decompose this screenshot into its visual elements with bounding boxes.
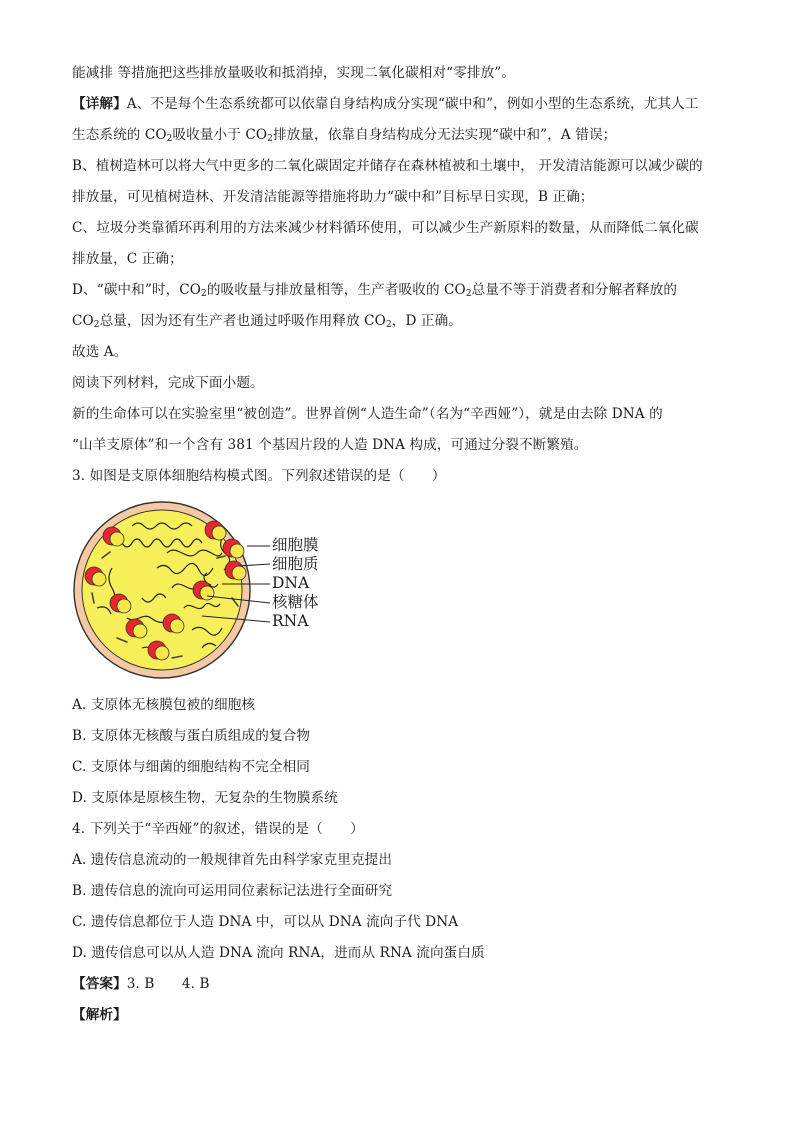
text-line: 排放量，C 正确；	[72, 251, 183, 267]
document-page	[72, 58, 724, 1031]
text-line: B、植树造林可以将大气中更多的二氧化碳固定并储存在森林植被和土壤中， 开发清洁能源可以减少碳的	[72, 158, 703, 174]
q3-option-a: A. 支原体无核膜包被的细胞核	[72, 697, 256, 713]
analysis-line	[72, 1000, 724, 1031]
q3-option-c: C. 支原体与细菌的细胞结构不完全相同	[72, 759, 310, 775]
text-line: “山羊支原体”和一个含有 381 个基因片段的人造 DNA 构成，可通过分裂不断繁殖。	[72, 437, 588, 453]
text-line: $CO_2$总量，因为还有生产者也通过呼吸作用释放 $CO_2$，D 正确。	[72, 313, 462, 330]
ribosome	[223, 539, 244, 558]
analysis-tag: 【解析】	[72, 1007, 127, 1023]
label-rna: RNA	[272, 612, 309, 630]
question-3-stem: 3. 如图是支原体细胞结构模式图。下列叙述错误的是（ ）	[72, 468, 446, 484]
q4-option-c: C. 遗传信息都位于人造 DNA 中，可以从 DNA 流向子代 DNA	[72, 914, 459, 930]
mycoplasma-diagram	[72, 498, 724, 684]
label-dna: DNA	[272, 574, 310, 592]
q4-option-b: B. 遗传信息的流向可运用同位素标记法进行全面研究	[72, 883, 393, 899]
detail-tag: 【详解】	[72, 96, 127, 112]
text-line: 生态系统的 $CO_2$吸收量小于 $CO_2$排放量，依靠自身结构成分无法实现“碳中和”，A 错误；	[72, 127, 617, 144]
answer-tag: 【答案】	[72, 976, 127, 992]
ribosome	[205, 521, 226, 540]
text-line: D、“碳中和”时，$CO_2$的吸收量与排放量相等，生产者吸收的 $CO_2$总量不等于消费者和分解者释放的	[72, 282, 678, 299]
q4-option-d: D. 遗传信息可以从人造 DNA 流向 RNA，进而从 RNA 流向蛋白质	[72, 945, 485, 961]
text-line: 故选 A。	[72, 344, 128, 360]
text-line: 阅读下列材料，完成下面小题。	[72, 375, 264, 391]
label-ribosome: 核糖体	[272, 593, 319, 611]
text-line: C、垃圾分类靠循环再利用的方法来减少材料循环使用，可以减少生产新原料的数量，从而降低二氧化碳	[72, 220, 699, 236]
label-cytoplasm: 细胞质	[272, 555, 319, 573]
text-line: A、不是每个生态系统都可以依靠自身结构成分实现“碳中和”，例如小型的生态系统，尤其人工	[126, 96, 699, 112]
label-cell-membrane: 细胞膜	[272, 536, 319, 554]
q4-option-a: A. 遗传信息流动的一般规律首先由科学家克里克提出	[72, 852, 393, 868]
q3-option-d: D. 支原体是原核生物，无复杂的生物膜系统	[72, 790, 338, 806]
text-line: 排放量，可见植树造林、开发清洁能源等措施将助力“碳中和”目标早日实现，B 正确；	[72, 189, 594, 205]
text-line: 新的生命体可以在实验室里“被创造”。世界首例“人造生命”（名为“辛西娅”），就是由去除 DNA 的	[72, 406, 663, 422]
question-4-stem: 4. 下列关于“辛西娅”的叙述，错误的是（ ）	[72, 821, 364, 837]
detail-paragraph	[72, 89, 724, 120]
answer-text: 3. B 4. B	[126, 976, 210, 992]
q3-option-b: B. 支原体无核酸与蛋白质组成的复合物	[72, 728, 311, 744]
text-line: 能减排 等措施把这些排放量吸收和抵消掉，实现二氧化碳相对“零排放”。	[72, 65, 516, 81]
answer-line	[72, 969, 724, 1000]
